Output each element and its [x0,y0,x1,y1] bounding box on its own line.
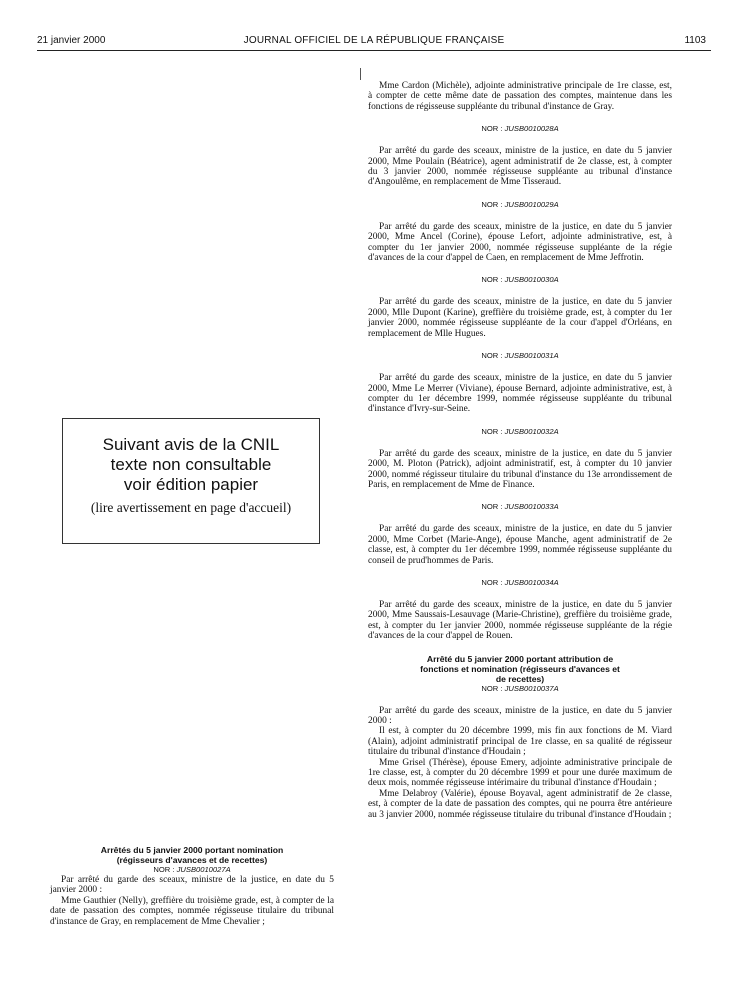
right-column [368,81,672,820]
left-column [50,845,334,927]
nor-reference [368,502,672,512]
decree-text: Par arrêté du garde des sceaux, ministre de la justice, en date du 5 janvier 2000, Mlle Dupont (Karine), greffière du troisième grade, est, à compter du 1er janvier 2000, nommée régisseuse suppléante de la cour d'appel d'Orléans, en remplacement de Mlle Hugues. [368,297,672,339]
nor-code: JUSB0010034A [504,577,559,587]
notice-line-3: voir édition papier [123,475,259,494]
page-number: 1103 [684,35,706,46]
nor-code: JUSB0010030A [504,275,559,285]
decree-block [368,578,672,642]
cnil-notice-box [62,418,320,544]
decree-block [368,351,672,415]
notice-line-4: (lire avertissement en page d'accueil) [90,500,292,515]
notice-line-2: texte non consultable [110,455,272,474]
nor-reference [50,865,334,875]
left-title-line-2: (régisseurs d'avances et de recettes) [116,855,268,865]
nor-code: JUSB0010027A [176,865,231,874]
decree-block [368,502,672,566]
section-paragraph-3: Mme Grisel (Thérèse), épouse Emery, adjointe administrative principale de 1re classe, est, à compter du 20 décembre 1999 et pour une durée maximum de deux mois, nommée régisseuse intérimaire du tribunal d'instance d'Houdain ; [368,757,672,789]
decree-block [368,427,672,491]
nor-reference [368,427,672,437]
nor-code: JUSB0010031A [504,351,559,361]
nor-label: NOR : [481,199,503,209]
header-rule [37,50,711,51]
nor-code: JUSB0010037A [504,683,559,693]
nor-label: NOR : [481,124,503,134]
nor-reference [368,684,672,694]
column-divider-mark [360,68,361,80]
nor-label: NOR : [481,502,503,512]
section-paragraph-1: Par arrêté du garde des sceaux, ministre de la justice, en date du 5 janvier 2000 : [368,705,672,726]
nor-reference [368,351,672,361]
nor-label: NOR : [481,426,503,436]
nor-label: NOR : [481,577,503,587]
nor-reference [368,200,672,210]
section-attribution [368,654,672,820]
decree-text: Par arrêté du garde des sceaux, ministre de la justice, en date du 5 janvier 2000, Mme Ancel (Corine), épouse Lefort, adjointe administrative, est, à compter du 1er janvier 2000, nommée régisseuse suppléante de la régie d'avances de la cour d'appel de Caen, en remplacement de Mme Jeffrotin. [368,221,672,264]
nor-label: NOR : [481,351,503,361]
section-title-line-1: Arrêté du 5 janvier 2000 portant attribution de [426,653,614,664]
nor-label: NOR : [153,865,175,874]
section-title-line-2: fonctions et nomination (régisseurs d'avances et [420,663,620,674]
left-title-line-1: Arrêtés du 5 janvier 2000 portant nomination [100,845,284,855]
section-paragraph-2: Il est, à compter du 20 décembre 1999, mis fin aux fonctions de M. Viard (Alain), adjoint administratif principal de 1re classe, en sa qualité de régisseur titulaire du tribunal d'instance d'Houdain ; [368,726,672,758]
nor-label: NOR : [481,275,503,285]
journal-title: JOURNAL OFFICIEL DE LA RÉPUBLIQUE FRANÇAISE [243,35,505,46]
nor-reference [368,275,672,285]
decree-text: Par arrêté du garde des sceaux, ministre de la justice, en date du 5 janvier 2000, Mme Le Merrer (Viviane), épouse Bernard, adjointe administrative, est, à compter du 1er décembre 1999, nommée régisseuse suppléante du tribunal d'instance d'Ivry-sur-Seine. [368,373,672,415]
decree-text: Par arrêté du garde des sceaux, ministre de la justice, en date du 5 janvier 2000, Mme Poulain (Béatrice), agent administratif de 2e classe, est, à compter du 3 janvier 2000, nommée régisseuse suppléante au tribunal d'instance d'Angoulême, en remplacement de Mme Tisseraud. [368,146,672,188]
decree-text: Par arrêté du garde des sceaux, ministre de la justice, en date du 5 janvier 2000, M. Ploton (Patrick), adjoint administratif, est, à compter du 10 janvier 2000, nommé régisseur titulaire du tribunal d'instance du 13e arrondissement de Paris, en remplacement de Mme de Finance. [368,448,672,490]
nor-reference [368,124,672,134]
nor-label: NOR : [481,683,503,693]
nor-code: JUSB0010033A [504,502,559,512]
decree-block [368,124,672,188]
nor-code: JUSB0010029A [504,199,559,209]
decree-text: Par arrêté du garde des sceaux, ministre de la justice, en date du 5 janvier 2000, Mme Corbet (Marie-Ange), épouse Manche, agent administratif de 2e classe, est, à compter du 1er décembre 1999, nommée régisseuse suppléante du conseil de prud'hommes de Paris. [368,524,672,566]
left-paragraph-2: Mme Gauthier (Nelly), greffière du troisième grade, est, à compter de la date de passation des comptes, nommée régisseuse titulaire du tribunal d'instance de Gray, en remplacement de Mme Chevalier ; [50,895,334,927]
section-paragraph-4: Mme Delabroy (Valérie), épouse Boyaval, agent administratif de 2e classe, est, à compter de la date de passation des comptes, qui ne pourra être antérieure au 3 janvier 2000, nommée régisseuse titulaire du tribunal d'instance d'Houdain ; [368,788,672,820]
left-paragraph-1: Par arrêté du garde des sceaux, ministre de la justice, en date du 5 janvier 2000 : [50,875,334,896]
section-title-line-3: de recettes) [495,673,545,684]
decree-text: Par arrêté du garde des sceaux, ministre de la justice, en date du 5 janvier 2000, Mme Saussais-Lesauvage (Marie-Christine), greffière du troisième grade, est, à compter du 1er janvier 2000, nommée régisseuse suppléante de la régie d'avances de la cour d'appel de Rouen. [368,599,672,642]
nor-code: JUSB0010032A [504,426,559,436]
right-intro-paragraph: Mme Cardon (Michèle), adjointe administrative principale de 1re classe, est, à compter de cette même date de passation des comptes, maintenue dans les fonctions de régisseuse suppléante du tribunal d'instance de Gray. [368,81,672,112]
nor-reference [368,578,672,588]
decree-block [368,275,672,339]
nor-code: JUSB0010028A [504,124,559,134]
header-date: 21 janvier 2000 [37,35,106,46]
notice-line-1: Suivant avis de la CNIL [102,435,280,454]
page-header [0,35,748,49]
decree-block [368,200,672,264]
